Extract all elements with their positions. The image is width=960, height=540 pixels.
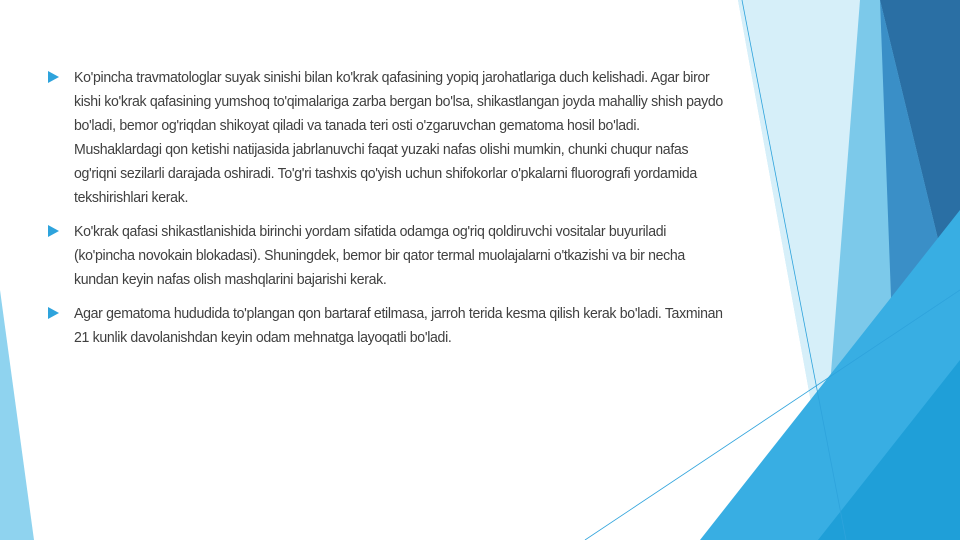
triangle-bullet-icon [48, 307, 59, 319]
bullet-item [48, 220, 728, 292]
bullet-text: Ko'pincha travmatologlar suyak sinishi bilan ko'krak qafasining yopiq jarohatlariga duch kelishadi. Agar biror kishi ko'krak qafasining yumshoq to'qimalariga zarba bergan bo'lsa, shikastlangan joyda mahalliy shish paydo bo'ladi, bemor og'riqdan shikoyat qiladi va tanada teri osti o'zgaruvchan gematoma hosil bo'ladi. Mushaklardagi qon ketishi natijasida jabrlanuvchi faqat yuzaki nafas olishi mumkin, chunki chuqur nafas og'riqni sezilarli darajada oshiradi. To'g'ri tashxis qo'yish uchun shifokorlar o'pkalarni fluorografi yordamida tekshirishlari kerak. [74, 69, 723, 206]
bullet-item [48, 302, 728, 350]
bullet-text: Ko'krak qafasi shikastlanishida birinchi yordam sifatida odamga og'riq qoldiruvchi vositalar buyuriladi (ko'pincha novokain blokadasi). Shuningdek, bemor bir qator termal muolajalarni o'tkazishi va bir necha kundan keyin nafas olish mashqlarini bajarishi kerak. [74, 223, 685, 288]
bullet-list [48, 66, 728, 360]
bullet-item [48, 66, 728, 210]
triangle-bullet-icon [48, 71, 59, 83]
triangle-bullet-icon [48, 225, 59, 237]
bullet-text: Agar gematoma hududida to'plangan qon bartaraf etilmasa, jarroh terida kesma qilish kerak bo'ladi. Taxminan 21 kunlik davolanishdan keyin odam mehnatga layoqatli bo'ladi. [74, 305, 723, 346]
left-accent-shape [0, 290, 34, 540]
